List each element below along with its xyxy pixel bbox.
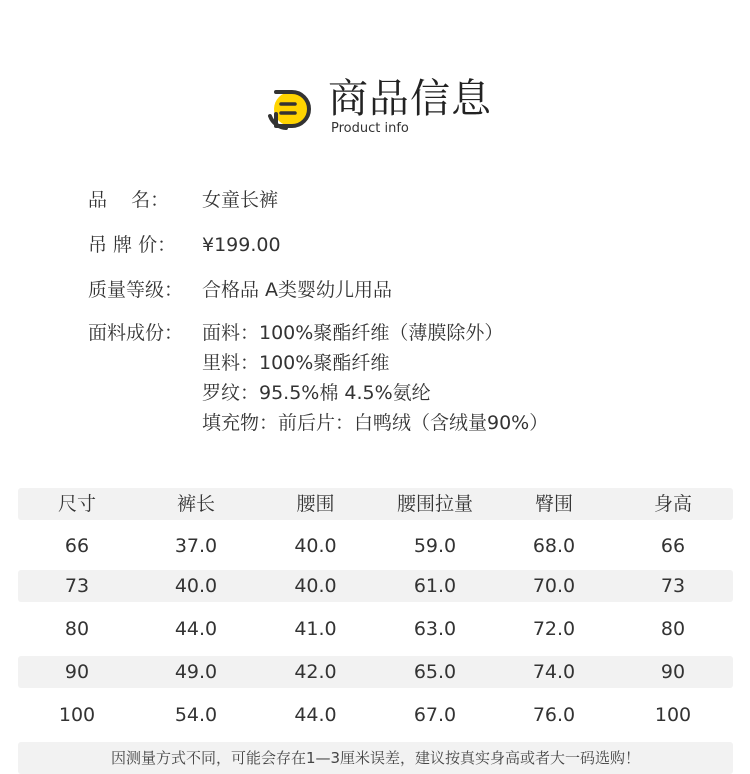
table-cell: 73 [64,575,90,597]
table-cell: 65.0 [413,661,457,683]
table-header-cell: 腰围 [296,493,335,515]
table-cell: 66 [660,535,686,557]
table-cell: 73 [660,575,686,597]
table-cell: 80 [64,618,90,640]
list-document-icon [264,84,314,130]
table-row [18,570,733,602]
table-cell: 63.0 [413,618,457,640]
measurement-note: 因测量方式不同，可能会存在1—3厘米误差，建议按真实身高或者大一码选购！ [18,742,733,774]
table-header-cell: 腰围拉量 [396,493,473,515]
table-cell: 70.0 [532,575,576,597]
table-cell: 40.0 [174,575,218,597]
info-value: 女童长裤 [202,189,279,211]
table-cell: 80 [660,618,686,640]
info-value: 合格品 A类婴幼儿用品 [202,279,393,301]
table-cell: 100 [654,704,692,726]
table-cell: 90 [64,661,90,683]
page-title: 商品信息 [328,76,492,122]
info-value: 填充物：前后片：白鸭绒（含绒量90%） [202,412,549,434]
table-cell: 40.0 [294,575,337,597]
table-cell: 49.0 [174,661,218,683]
table-cell: 66 [64,535,90,557]
table-cell: 40.0 [294,535,337,557]
table-header-cell: 身高 [653,493,692,515]
table-cell: 59.0 [413,535,457,557]
section-header [0,74,750,144]
table-header-cell: 尺寸 [57,493,96,515]
table-cell: 68.0 [532,535,576,557]
info-value: 面料：100%聚酯纤维（薄膜除外） [202,322,504,344]
page-subtitle: Product info [331,121,409,136]
table-header-row [18,488,733,520]
info-label: 品 名： [88,189,170,211]
info-label: 吊 牌 价： [88,234,177,256]
info-value: 里料：100%聚酯纤维 [202,352,390,374]
info-label: 面料成份： [88,322,184,344]
table-row [18,656,733,688]
table-cell: 100 [58,704,96,726]
table-header-cell: 裤长 [176,493,215,515]
table-cell: 90 [660,661,686,683]
table-cell: 42.0 [294,661,337,683]
table-row [18,530,733,562]
table-cell: 67.0 [413,704,457,726]
table-cell: 74.0 [532,661,576,683]
table-cell: 41.0 [294,618,337,640]
table-cell: 72.0 [532,618,576,640]
info-value: 罗纹：95.5%棉 4.5%氨纶 [202,382,431,404]
table-header-cell: 臀围 [534,493,573,515]
table-row [18,699,733,731]
info-value: ¥199.00 [202,234,281,256]
info-label: 质量等级： [88,279,184,301]
table-cell: 37.0 [174,535,218,557]
table-cell: 44.0 [294,704,337,726]
table-cell: 44.0 [174,618,218,640]
table-cell: 61.0 [413,575,457,597]
table-cell: 54.0 [174,704,218,726]
table-cell: 76.0 [532,704,576,726]
table-row [18,613,733,645]
